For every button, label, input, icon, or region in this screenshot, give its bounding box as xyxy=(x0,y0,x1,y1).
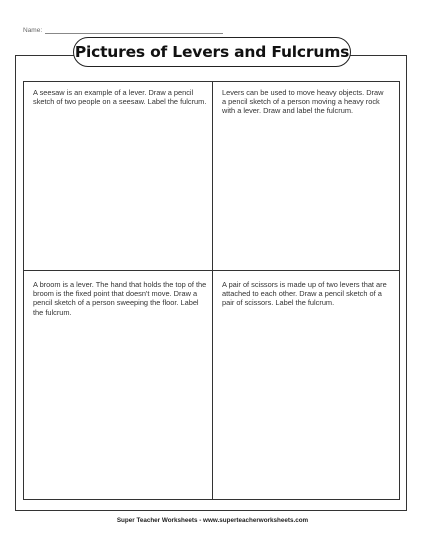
cell-seesaw-prompt: A seesaw is an example of a lever. Draw a pencil sketch of two people on a seesaw. Label the fulcrum. xyxy=(33,88,207,107)
grid-horizontal-divider xyxy=(23,270,400,271)
name-field[interactable] xyxy=(23,27,223,34)
grid-vertical-divider xyxy=(212,81,213,500)
name-line[interactable] xyxy=(45,27,223,34)
cell-broom-prompt: A broom is a lever. The hand that holds the top of the broom is the fixed point that doesn't move. Draw a pencil sketch of a person sweeping the floor. Label the fulcrum. xyxy=(33,280,207,317)
page-title: Pictures of Levers and Fulcrums xyxy=(73,37,351,67)
cell-scissors-prompt: A pair of scissors is made up of two levers that are attached to each other. Draw a pencil sketch of a pair of scissors. Label the fulcrum. xyxy=(222,280,387,308)
name-label: Name: xyxy=(23,27,43,34)
cell-heavy-rock-prompt: Levers can be used to move heavy objects. Draw a pencil sketch of a person moving a heavy rock with a lever. Draw and label the fulcrum. xyxy=(222,88,384,116)
footer-credit: Super Teacher Worksheets - www.superteacherworksheets.com xyxy=(116,517,309,524)
